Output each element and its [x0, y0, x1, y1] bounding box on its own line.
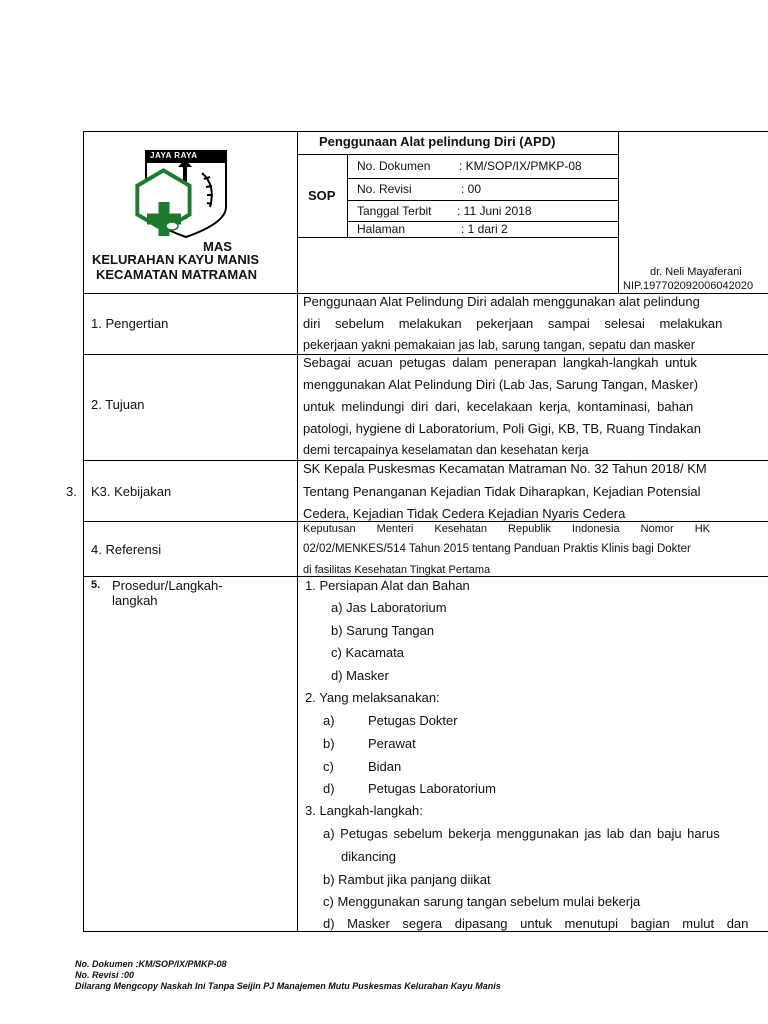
- footer-revisi: No. Revisi :00: [75, 970, 135, 980]
- meta-value-tanggal: : 11 Juni 2018: [457, 204, 532, 218]
- kebijakan-line-3: Cedera, Kejadian Tidak Cedera Kejadian Nyaris Cedera: [303, 506, 626, 521]
- step3-item-c: c) Menggunakan sarung tangan sebelum mulai bekerja: [323, 894, 641, 909]
- step1-heading: 1. Persiapan Alat dan Bahan: [305, 578, 470, 593]
- step3-item-a: a) Petugas sebelum bekerja menggunakan jas lab dan baju harus: [323, 826, 720, 841]
- step1-item-c: c) Kacamata: [331, 645, 404, 660]
- prosedur-label-2: langkah: [112, 593, 158, 608]
- org-line-2: KELURAHAN KAYU MANIS: [92, 252, 260, 267]
- signer-name: dr. Neli Mayaferani: [650, 266, 742, 278]
- tujuan-line-3: untuk melindungi diri dari, kecelakaan kerja, kontaminasi, bahan: [303, 399, 694, 414]
- document-title: Penggunaan Alat pelindung Diri (APD): [319, 134, 556, 149]
- step2-mark-a: a): [323, 713, 335, 728]
- tujuan-line-2: menggunakan Alat Pelindung Diri (Lab Jas, Sarung Tangan, Masker): [303, 377, 699, 392]
- tujuan-line-4: patologi, hygiene di Laboratorium, Poli Gigi, KB, TB, Ruang Tindakan: [303, 421, 701, 436]
- footer-notice: Dilarang Mengcopy Naskah Ini Tanpa Seijin PJ Manajemen Mutu Puskesmas Kelurahan Kayu Manis: [75, 981, 501, 991]
- step2-mark-c: c): [323, 759, 334, 774]
- step2-item-d: Petugas Laboratorium: [368, 781, 496, 796]
- step2-item-a: Petugas Dokter: [368, 713, 458, 728]
- pengertian-line-2: diri sebelum melakukan pekerjaan sampai selesai melakukan: [303, 316, 723, 331]
- prosedur-label-1: Prosedur/Langkah-: [112, 578, 223, 593]
- step1-item-a: a) Jas Laboratorium: [331, 600, 447, 615]
- step3-item-d: d) Masker segera dipasang untuk menutupi bagian mulut dan: [323, 916, 749, 931]
- meta-value-halaman: : 1 dari 2: [461, 222, 508, 236]
- step3-item-b: b) Rambut jika panjang diikat: [323, 872, 491, 887]
- step3-item-a-cont: dikancing: [341, 849, 396, 864]
- step2-mark-d: d): [323, 781, 335, 796]
- referensi-line-1: Keputusan Menteri Kesehatan Republik Indonesia Nomor HK: [303, 523, 711, 535]
- kebijakan-number: 3.: [66, 484, 77, 499]
- referensi-line-2: 02/02/MENKES/514 Tahun 2015 tentang Panduan Praktis Klinis bagi Dokter: [303, 543, 691, 555]
- org-line-3: KECAMATAN MATRAMAN: [96, 267, 258, 282]
- tujuan-line-1: Sebagai acuan petugas dalam penerapan langkah-langkah untuk: [303, 355, 697, 370]
- logo-text: JAYA RAYA: [150, 151, 198, 160]
- kebijakan-label: K3. Kebijakan: [91, 484, 172, 499]
- signer-nip: NIP.197702092006042020: [623, 280, 754, 292]
- tujuan-label: 2. Tujuan: [91, 397, 145, 412]
- step2-mark-b: b): [323, 736, 335, 751]
- org-line-1: MAS: [203, 239, 232, 254]
- meta-label-dokumen: No. Dokumen: [357, 159, 431, 173]
- meta-label-halaman: Halaman: [357, 222, 406, 236]
- meta-value-dokumen: : KM/SOP/IX/PMKP-08: [459, 159, 582, 173]
- sop-label: SOP: [308, 188, 336, 203]
- meta-label-revisi: No. Revisi: [357, 182, 412, 196]
- step2-item-b: Perawat: [368, 736, 416, 751]
- meta-value-revisi: : 00: [461, 182, 482, 196]
- kebijakan-line-2: Tentang Penanganan Kejadian Tidak Diharapkan, Kejadian Potensial: [303, 484, 701, 499]
- prosedur-number: 5.: [91, 579, 101, 591]
- step2-heading: 2. Yang melaksanakan:: [305, 690, 440, 705]
- pengertian-line-3: pekerjaan yakni pemakaian jas lab, sarung tangan, sepatu dan masker: [303, 338, 695, 352]
- step3-heading: 3. Langkah-langkah:: [305, 803, 423, 818]
- step2-item-c: Bidan: [368, 759, 402, 774]
- pengertian-label: 1. Pengertian: [91, 316, 169, 331]
- tujuan-line-5: demi tercapainya keselamatan dan kesehatan kerja: [303, 443, 589, 457]
- step1-item-d: d) Masker: [331, 668, 389, 683]
- pengertian-line-1: Penggunaan Alat Pelindung Diri adalah menggunakan alat pelindung: [303, 294, 700, 309]
- kebijakan-line-1: SK Kepala Puskesmas Kecamatan Matraman No. 32 Tahun 2018/ KM: [303, 461, 707, 476]
- step1-item-b: b) Sarung Tangan: [331, 623, 435, 638]
- meta-label-tanggal: Tanggal Terbit: [357, 204, 432, 218]
- referensi-line-3: di fasilitas Kesehatan Tingkat Pertama: [303, 564, 491, 576]
- referensi-label: 4. Referensi: [91, 542, 162, 557]
- footer-dokumen: No. Dokumen :KM/SOP/IX/PMKP-08: [75, 959, 227, 969]
